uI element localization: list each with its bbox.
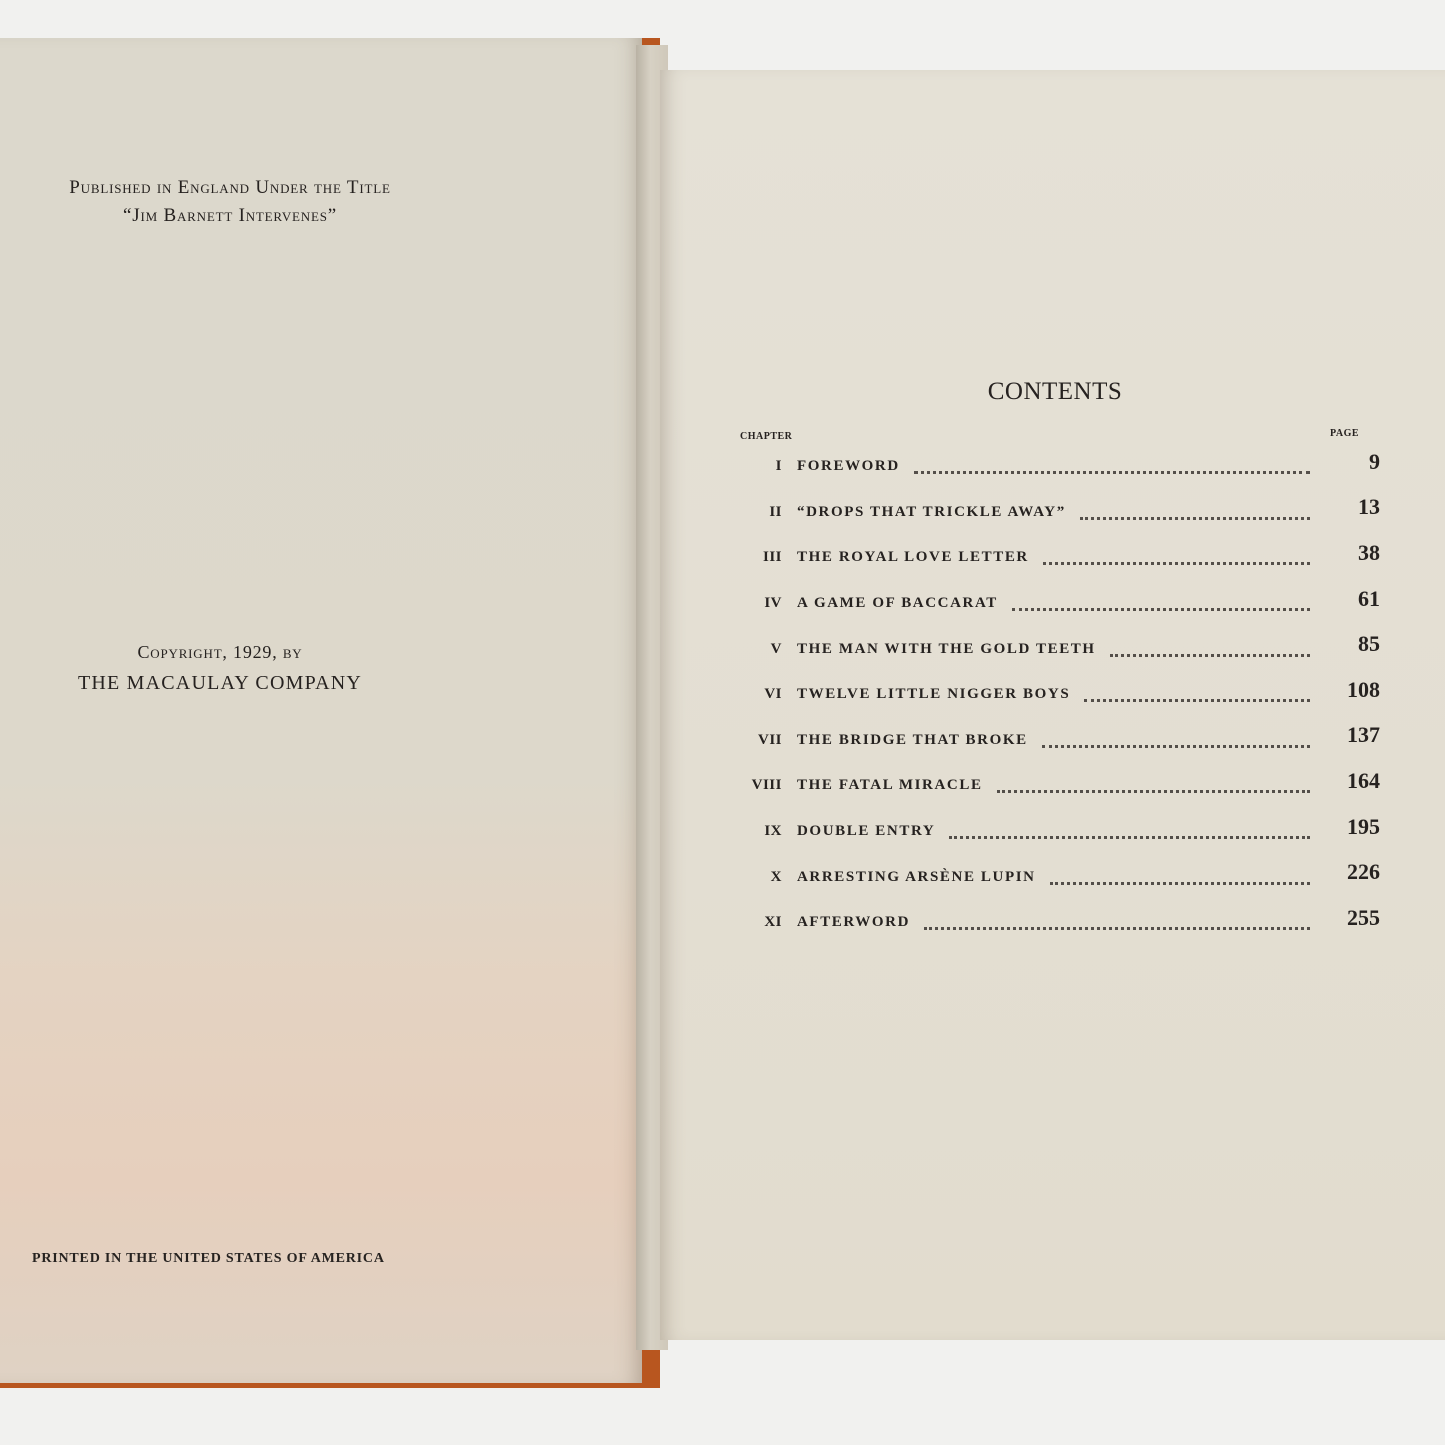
toc-leader-dots — [1084, 695, 1310, 702]
publisher-name: THE MACAULAY COMPANY — [77, 672, 363, 694]
toc-entry — [740, 444, 1380, 490]
copyright-line: Copyright, 1929, by — [137, 642, 303, 662]
chapter-column-heading: CHAPTER — [740, 431, 793, 442]
toc-page-number: 195 — [1347, 813, 1380, 839]
toc-page-number: 226 — [1347, 859, 1380, 885]
table-of-contents — [740, 444, 1380, 946]
toc-leader-dots — [914, 467, 1310, 474]
toc-leader-dots — [1012, 604, 1310, 611]
toc-chapter-number: VI — [764, 686, 782, 703]
toc-chapter-number: XI — [764, 914, 782, 931]
toc-page-number: 164 — [1347, 767, 1380, 793]
toc-entry — [740, 718, 1380, 764]
toc-chapter-number: III — [762, 549, 782, 566]
toc-page-number: 13 — [1358, 494, 1380, 520]
toc-leader-dots — [1080, 513, 1310, 520]
toc-leader-dots — [997, 786, 1310, 793]
published-line-2: “Jim Barnett Intervenes” — [123, 205, 337, 226]
left-page — [0, 38, 642, 1383]
toc-leader-dots — [1043, 558, 1310, 565]
toc-entry — [740, 809, 1380, 855]
toc-chapter-number: I — [775, 458, 782, 475]
toc-leader-dots — [949, 832, 1310, 839]
toc-entry — [740, 581, 1380, 627]
toc-chapter-title: THE FATAL MIRACLE — [797, 777, 983, 794]
page-column-heading: PAGE — [1330, 428, 1360, 439]
toc-chapter-number: V — [770, 640, 782, 657]
toc-chapter-title: ARRESTING ARSÈNE LUPIN — [797, 868, 1036, 885]
printed-in-line: PRINTED IN THE UNITED STATES OF AMERICA — [32, 1251, 385, 1266]
toc-chapter-title: A GAME OF BACCARAT — [797, 595, 998, 612]
toc-page-number: 85 — [1358, 631, 1380, 657]
toc-chapter-title: “DROPS THAT TRICKLE AWAY” — [797, 503, 1066, 520]
toc-page-number: 108 — [1347, 676, 1380, 702]
toc-entry — [740, 490, 1380, 536]
toc-chapter-title: THE BRIDGE THAT BROKE — [797, 731, 1028, 748]
contents-title: CONTENTS — [987, 378, 1123, 405]
toc-chapter-title: FOREWORD — [797, 458, 900, 475]
toc-chapter-title: TWELVE LITTLE NIGGER BOYS — [797, 686, 1071, 703]
toc-leader-dots — [924, 923, 1310, 930]
published-line-1: Published in England Under the Title — [69, 177, 391, 198]
copyright-block — [20, 638, 420, 700]
toc-chapter-number: VII — [757, 731, 782, 748]
published-note — [25, 174, 435, 230]
toc-chapter-number: II — [769, 503, 782, 520]
toc-chapter-number: IX — [764, 823, 782, 840]
toc-leader-dots — [1050, 878, 1310, 885]
toc-entry — [740, 626, 1380, 672]
toc-chapter-number: VIII — [751, 777, 782, 794]
toc-chapter-title: THE ROYAL LOVE LETTER — [797, 549, 1029, 566]
toc-chapter-title: THE MAN WITH THE GOLD TEETH — [797, 640, 1096, 657]
toc-page-number: 255 — [1347, 904, 1380, 930]
toc-leader-dots — [1042, 741, 1310, 748]
toc-page-number: 61 — [1358, 585, 1380, 611]
toc-entry — [740, 535, 1380, 581]
toc-chapter-title: AFTERWORD — [797, 914, 911, 931]
toc-leader-dots — [1110, 650, 1310, 657]
toc-page-number: 137 — [1347, 722, 1380, 748]
toc-entry — [740, 763, 1380, 809]
toc-page-number: 38 — [1358, 539, 1380, 565]
toc-entry — [740, 672, 1380, 718]
toc-page-number: 9 — [1369, 448, 1380, 474]
toc-entry — [740, 854, 1380, 900]
toc-entry — [740, 900, 1380, 946]
toc-chapter-title: DOUBLE ENTRY — [797, 823, 936, 840]
toc-chapter-number: X — [770, 868, 782, 885]
toc-chapter-number: IV — [764, 595, 782, 612]
